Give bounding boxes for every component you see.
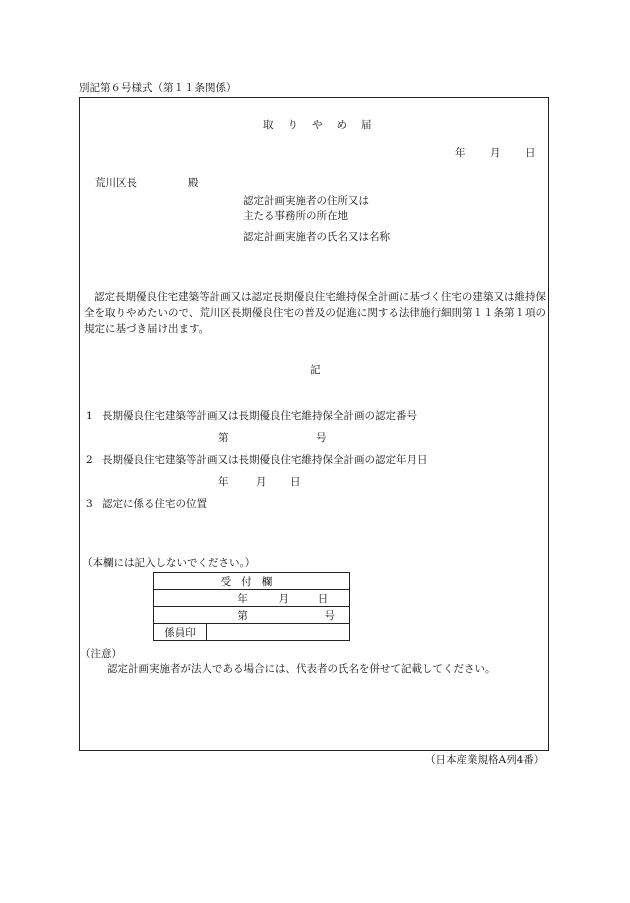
reception-note: （本欄には記入しないでください。） <box>82 557 256 569</box>
ki-heading: 記 <box>310 364 321 376</box>
date-day-label: 日 <box>525 147 536 159</box>
reception-title-cell <box>154 573 350 590</box>
form-number: 別記第６号様式（第１１条関係） <box>79 82 237 94</box>
reception-date-cell <box>154 590 350 607</box>
cert-date-month: 月 <box>256 476 267 488</box>
staff-seal-box <box>207 624 350 641</box>
form-title: 取りやめ届 <box>263 119 386 131</box>
cert-number-go: 号 <box>316 432 327 444</box>
reception-number-cell <box>154 607 350 624</box>
applicant-address-label-2: 主たる事務所の所在地 <box>243 210 348 222</box>
cert-date-day: 日 <box>290 476 301 488</box>
applicant-name-label: 認定計画実施者の氏名又は名称 <box>243 231 390 243</box>
item-number: 2 <box>86 454 93 466</box>
addressee-name: 荒川区長 <box>95 177 137 189</box>
item-text: 長期優良住宅建築等計画又は長期優良住宅維持保全計画の認定番号 <box>102 410 417 422</box>
reception-title: 受付欄 <box>220 575 283 588</box>
reception-month: 月 <box>278 592 290 605</box>
date-year-label: 年 <box>455 147 466 159</box>
notes-text: 認定計画実施者が法人である場合には、代表者の氏名を併せて記載してください。 <box>107 663 496 675</box>
item-number: 1 <box>86 410 93 422</box>
addressee-honorific: 殿 <box>188 177 199 189</box>
reception-table <box>153 572 350 641</box>
date-month-label: 月 <box>490 147 501 159</box>
reception-dai: 第 <box>237 609 248 622</box>
body-paragraph: 認定長期優良住宅建築等計画又は認定長期優良住宅維持保全計画に基づく住宅の建築又は維持保全を取りやめたいので、荒川区長期優良住宅の普及の促進に関する法律施行細則第１１条第１項の規定に基づき届け出ます。 <box>84 291 546 335</box>
applicant-address-label: 認定計画実施者の住所又は <box>243 195 369 207</box>
staff-seal-label: 係員印 <box>164 626 196 639</box>
reception-day: 日 <box>317 592 329 605</box>
cert-number-dai: 第 <box>218 432 229 444</box>
staff-seal-label-cell <box>154 624 207 641</box>
reception-go: 号 <box>324 609 336 622</box>
paper-standard: （日本産業規格A列4番） <box>425 754 545 766</box>
item-text: 認定に係る住宅の位置 <box>102 498 207 510</box>
cert-date-year: 年 <box>218 476 229 488</box>
notes-label: （注意） <box>80 648 122 660</box>
item-number: 3 <box>86 498 93 510</box>
reception-year: 年 <box>237 592 248 605</box>
item-text: 長期優良住宅建築等計画又は長期優良住宅維持保全計画の認定年月日 <box>102 454 428 466</box>
